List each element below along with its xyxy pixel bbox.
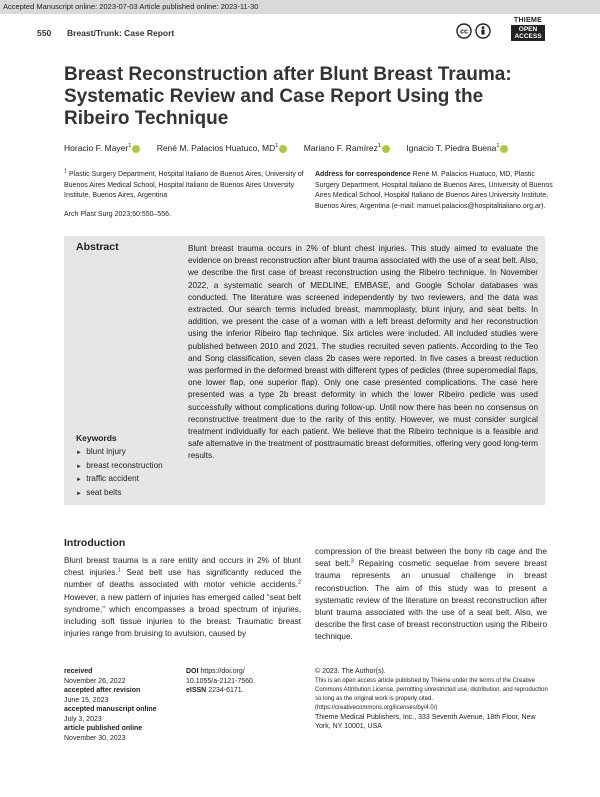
- eissn-value: 2234-6171.: [208, 687, 244, 694]
- author-affiliation-sup: 1: [128, 143, 132, 150]
- orcid-icon[interactable]: [132, 145, 140, 153]
- author: [304, 143, 390, 153]
- keyword-text: traffic accident: [86, 474, 139, 484]
- date-label: accepted manuscript online: [64, 706, 157, 713]
- keyword-text: blunt injury: [86, 447, 126, 456]
- creative-commons-icon: [457, 24, 471, 38]
- author-affiliation-sup: 1: [496, 143, 500, 150]
- keyword-text: breast reconstruction: [86, 460, 163, 470]
- date-value: June 15, 2023: [64, 696, 109, 704]
- arrow-right-icon: ►: [76, 477, 82, 484]
- license-block: [315, 667, 550, 732]
- affiliation-sup: 1: [64, 168, 68, 175]
- abstract-text: Blunt breast trauma occurs in 2% of blunt chest injuries. This study aimed to evaluate the evidence on breast reconstruction after blunt trauma associated with the use of a seat belt. Also, we describe the first case of breast reconstruction using the Ribeiro technique. In November 2022, a systematic search of MEDLINE, EMBASE, and Google Scholar databases was conducted. The literature was screened independently by two reviewers, and the data was extracted. Our search terms included breast, mammoplasty, blunt injury, and seat belts. In addition, we present the case of a woman with a left breast deformity and her reconstruction using the inferior Ribeiro flap technique. Six articles were included. All included studies were published between 2010 and 2021. The studies recruited seven patients. According to the Teo and Song classification, seven class 2b cases were reported. In five cases a breast reduction was performed in the deformed breast with different types of pedicles (three superomedial flaps, one lower flap, one superior flap). Only one case presented complications. The case here presented was a type 2b breast deformity in which the lower Ribeiro pedicle was used successfully without complications during follow-up. Until now there has been no consensus on reconstructive treatment due to the rarity of this entity. However, we must consider surgical treatment individually for each patient. We believe that the Ribeiro technique is a feasible and safe alternative in the treatment of posttraumatic breast deformities, offering very good long-term results.: [188, 244, 538, 461]
- license-text: This is an open access article published by Thieme under the terms of the Creative Commons Attribution License, permitting unrestricted use, distribution, and reproduction so long as the original work is properly cited. (https://creativecommons.org/licenses/by/4.0/): [315, 677, 548, 711]
- date-value: November 30, 2023: [64, 734, 126, 742]
- arrow-right-icon: ►: [76, 463, 82, 470]
- copyright: © 2023. The Author(s).: [315, 668, 386, 675]
- reference-sup[interactable]: 2: [297, 579, 301, 586]
- correspondence-text: René M. Palacios Huatuco, MD, Plastic Surgery Department, Hospital Italiano de Buenos Aires, University of Buenos Aires Medical School, Hospital Italiano de Buenos Aires University Institute, Buenos Aires, Argentina (e-mail: manuel.palacios@hospitalitaliano.org.ar).: [315, 171, 553, 210]
- author-list: [64, 143, 564, 153]
- intro-text: Repairing cosmetic sequelae from severe breast trauma represents an unusual challenge in breast reconstruction. The aim of this study was to present a systematic review of the literature on breast reconstruction after blunt trauma associated with the use of a seat belt. Also, we describe the first case of breast reconstruction using the Ribeiro technique.: [315, 559, 547, 642]
- orcid-icon[interactable]: [279, 145, 287, 153]
- introduction-column-2: [315, 546, 547, 644]
- doi-url[interactable]: https://doi.org/: [200, 668, 245, 675]
- doi-block: [186, 667, 306, 696]
- keyword-item: [76, 473, 163, 487]
- intro-text: Blunt breast trauma is a rare entity and occurs in 2% of blunt chest injuries.: [64, 556, 301, 578]
- doi-label: DOI: [186, 668, 199, 675]
- author-affiliation-sup: 1: [275, 143, 279, 150]
- thieme-logo-text: THIEME: [513, 17, 543, 24]
- orcid-icon[interactable]: [500, 145, 508, 153]
- intro-text: Seat belt use has significantly reduced the number of deaths associated with motor vehicle accidents.: [64, 568, 301, 590]
- article-title: Breast Reconstruction after Blunt Breast Trauma: Systematic Review and Case Report Using the Ribeiro Technique: [64, 64, 512, 129]
- reference-sup[interactable]: 3: [350, 558, 354, 565]
- section-heading: Breast/Trunk: Case Report: [67, 28, 175, 38]
- keyword-item: [76, 487, 163, 501]
- open-access-line2: ACCESS: [514, 33, 542, 40]
- correspondence: [315, 170, 555, 212]
- author-name: Ignacio T. Piedra Buena: [406, 143, 497, 153]
- intro-text: However, a new pattern of injuries has emerged called “seat belt syndrome,” which encompasses a broad spectrum of injuries, including soft tissue injuries to the breast. Traumatic breast injuries range from bruising to avulsion, caused by: [64, 592, 301, 639]
- author: [64, 143, 140, 153]
- open-access-line1: OPEN: [518, 26, 538, 33]
- affiliation-text: Plastic Surgery Department, Hospital Italiano de Buenos Aires, University of Buenos Aires Medical School, Hospital Italiano de Buenos Aires University Institute, Buenos Aires, Argentina: [64, 171, 304, 199]
- author: [406, 143, 508, 153]
- open-access-badge: [511, 25, 545, 41]
- license-icons: [456, 23, 496, 39]
- keyword-text: seat belts: [86, 487, 122, 497]
- author-name: Mariano F. Ramírez: [303, 143, 378, 153]
- keyword-item: [76, 460, 163, 474]
- intro-text: compression of the breast between the bony rib cage and the seat belt.: [315, 547, 547, 569]
- arrow-right-icon: ►: [76, 490, 82, 497]
- svg-text:cc: cc: [460, 28, 468, 36]
- affiliation: [64, 170, 304, 202]
- introduction-column-1: [64, 555, 301, 640]
- author-affiliation-sup: 1: [377, 143, 381, 150]
- keywords-list: [76, 446, 163, 500]
- article-dates: [64, 667, 184, 743]
- abstract-heading: Abstract: [76, 241, 119, 253]
- author-name: Horacio F. Mayer: [64, 143, 129, 153]
- thieme-open-access-logo: [511, 17, 545, 41]
- doi-value[interactable]: 10.1055/a-2121-7560.: [186, 677, 255, 685]
- orcid-icon[interactable]: [382, 145, 390, 153]
- manuscript-dates-line: Accepted Manuscript online: 2023-07-03 Article published online: 2023-11-30: [3, 2, 259, 11]
- introduction-heading: Introduction: [64, 537, 126, 549]
- keyword-item: [76, 446, 163, 460]
- date-label: received: [64, 668, 93, 675]
- arrow-right-icon: ►: [76, 450, 82, 456]
- attribution-icon: [476, 24, 490, 38]
- date-label: article published online: [64, 725, 143, 732]
- eissn-label: eISSN: [186, 687, 207, 694]
- keywords-heading: Keywords: [76, 433, 117, 443]
- date-label: accepted after revision: [64, 687, 141, 694]
- author-name: René M. Palacios Huatuco, MD: [156, 143, 276, 153]
- publisher-address: Thieme Medical Publishers, Inc., 333 Seventh Avenue, 18th Floor, New York, NY 10001, USA: [315, 713, 536, 730]
- reference-sup[interactable]: 1: [117, 567, 121, 574]
- page-number: 550: [37, 28, 52, 38]
- correspondence-label: Address for correspondence: [315, 171, 411, 178]
- date-value: July 3, 2023: [64, 715, 102, 723]
- date-value: November 26, 2022: [64, 677, 126, 685]
- citation: Arch Plast Surg 2023;50:550–556.: [64, 211, 172, 218]
- author: [157, 143, 288, 153]
